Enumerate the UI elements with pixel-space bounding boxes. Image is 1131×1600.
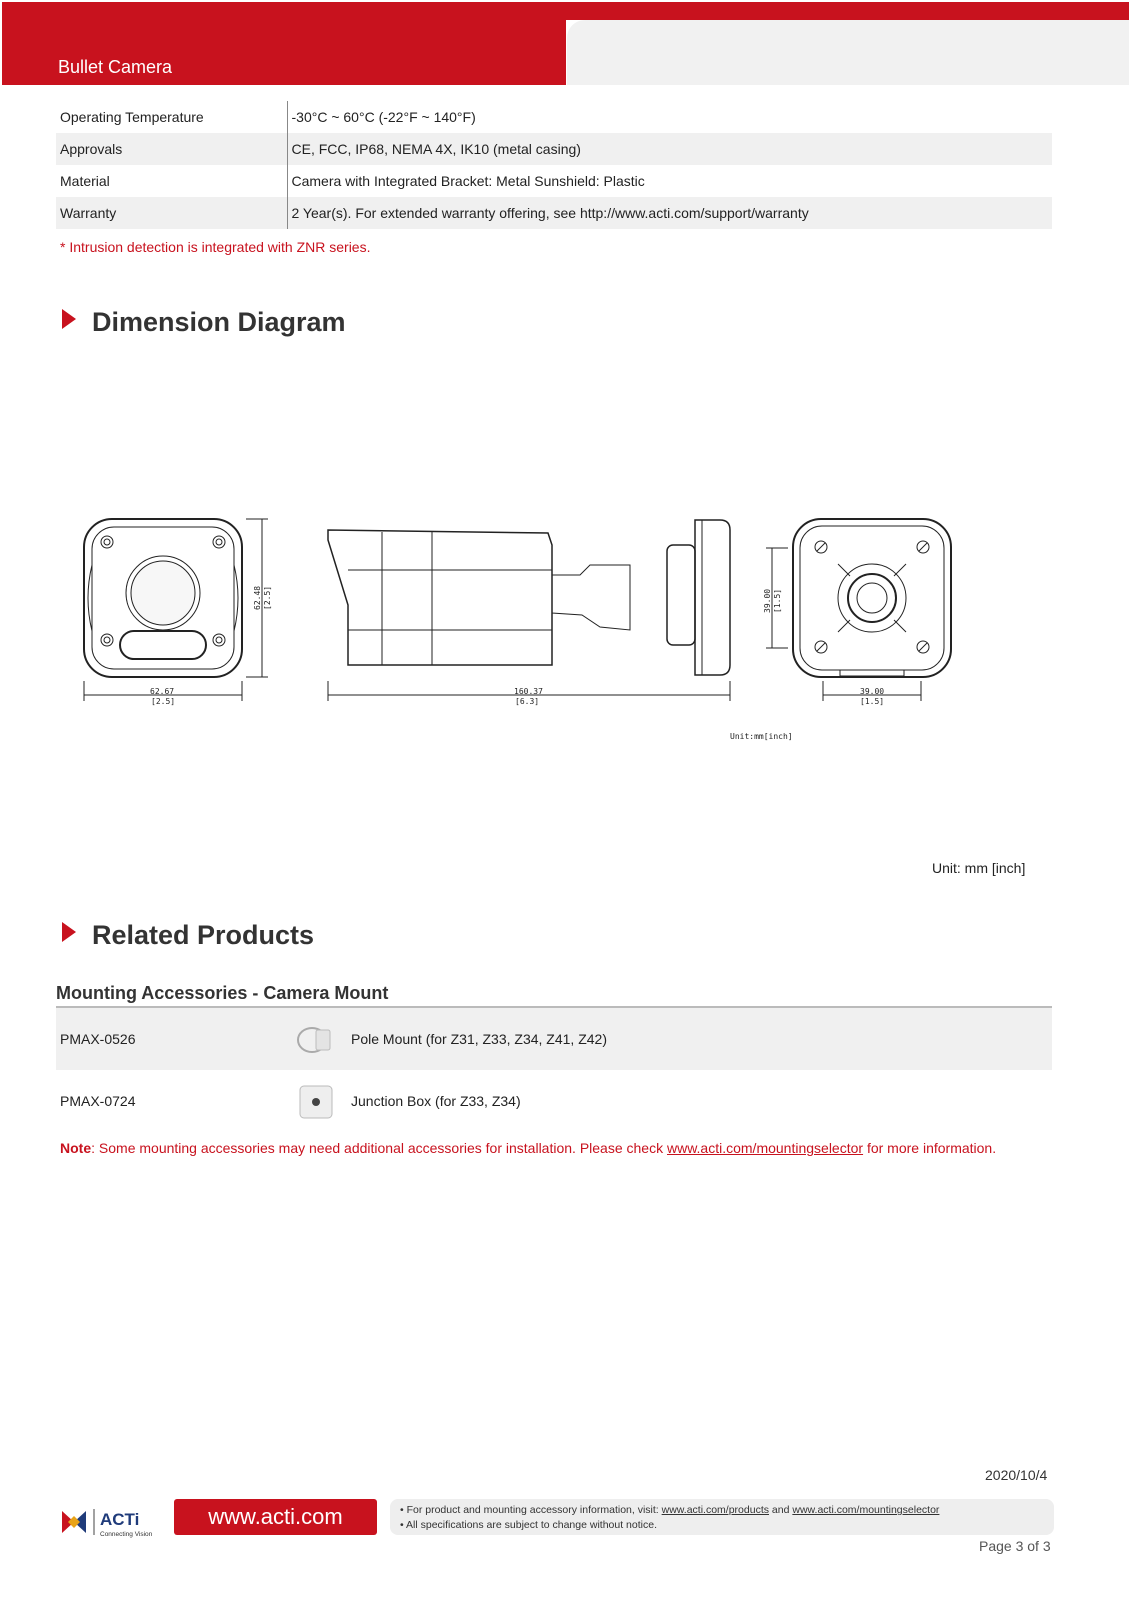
footer-info-and: and	[769, 1504, 793, 1516]
header-grey-block	[567, 20, 1129, 85]
junction-box-icon	[296, 1082, 336, 1122]
side-length-label: 160.37	[514, 687, 543, 696]
related-subheading: Mounting Accessories - Camera Mount	[56, 983, 389, 1003]
spec-table	[56, 101, 1052, 229]
spec-label: Warranty	[56, 197, 287, 229]
product-description: Junction Box (for Z33, Z34)	[351, 1093, 521, 1109]
diagram-unit-label: Unit:mm[inch]	[730, 732, 793, 741]
spec-value: Camera with Integrated Bracket: Metal Sunshield: Plastic	[291, 173, 645, 189]
spec-value: 2 Year(s). For extended warranty offering, see http://www.acti.com/support/warranty	[287, 197, 1052, 229]
list-item	[56, 1008, 1052, 1070]
table-row	[56, 165, 1052, 197]
table-row	[56, 197, 1052, 229]
base-view-drawing	[766, 519, 951, 701]
spec-value: CE, FCC, IP68, NEMA 4X, IK10 (metal casing)	[287, 133, 1052, 165]
page-header	[2, 2, 1129, 85]
front-width-inch-label: [2.5]	[151, 697, 176, 706]
document-date: 2020/10/4	[985, 1467, 1048, 1483]
red-triangle-icon	[62, 922, 76, 942]
products-link[interactable]: www.acti.com/products	[661, 1504, 769, 1516]
note-body: : Some mounting accessories may need additional accessories for installation. Please check	[91, 1140, 667, 1156]
spec-label: Approvals	[56, 133, 287, 165]
table-row	[56, 133, 1052, 165]
product-code: PMAX-0724	[60, 1093, 136, 1109]
table-row	[56, 101, 1052, 133]
red-triangle-icon	[62, 309, 76, 329]
section-heading-dimension	[62, 307, 346, 338]
dimension-diagram	[70, 505, 970, 765]
front-height-inch-label: [2.5]	[263, 585, 272, 610]
section-heading-related	[62, 920, 314, 951]
spec-footnote: * Intrusion detection is integrated with ZNR series.	[60, 239, 371, 255]
base-width-label: 39.00	[860, 687, 885, 696]
note-label: Note	[60, 1140, 92, 1156]
footer-info-box	[390, 1499, 1054, 1535]
section-title: Dimension Diagram	[92, 307, 346, 337]
base-height-inch-label: [1.5]	[773, 588, 782, 613]
side-length-inch-label: [6.3]	[515, 697, 540, 706]
acti-logo	[60, 1505, 170, 1539]
website-button[interactable]: www.acti.com	[174, 1499, 377, 1535]
section-title: Related Products	[92, 920, 315, 950]
header-title: Bullet Camera	[58, 57, 173, 77]
page-number: Page 3 of 3	[979, 1538, 1051, 1554]
front-width-label: 62.67	[150, 687, 175, 696]
pole-mount-icon	[296, 1020, 336, 1060]
footer-info-line1	[400, 1503, 1044, 1518]
spec-label: Operating Temperature	[56, 101, 287, 133]
footer-info-prefix: • For product and mounting accessory information, visit:	[400, 1504, 662, 1516]
note-text	[60, 1140, 996, 1156]
mountingselector-footer-link[interactable]: www.acti.com/mountingselector	[792, 1504, 940, 1516]
side-view-drawing	[328, 520, 730, 701]
spec-value: -30°C ~ 60°C (-22°F ~ 140°F)	[291, 109, 476, 125]
spec-label: Material	[56, 165, 287, 197]
svg-text:Connecting Vision: Connecting Vision	[100, 1531, 153, 1538]
front-view-drawing	[84, 519, 268, 701]
footer-info-line2: • All specifications are subject to change without notice.	[400, 1519, 657, 1531]
svg-text:ACTi: ACTi	[100, 1510, 140, 1529]
mountingselector-link[interactable]: www.acti.com/mountingselector	[666, 1140, 864, 1156]
base-height-label: 39.00	[763, 588, 772, 613]
note-tail: for more information.	[863, 1140, 997, 1156]
product-code: PMAX-0526	[60, 1031, 136, 1047]
list-item	[56, 1070, 1052, 1132]
unit-label: Unit: mm [inch]	[932, 860, 1026, 876]
base-width-inch-label: [1.5]	[860, 697, 885, 706]
front-height-label: 62.48	[253, 585, 262, 610]
product-description: Pole Mount (for Z31, Z33, Z34, Z41, Z42)	[351, 1031, 607, 1047]
